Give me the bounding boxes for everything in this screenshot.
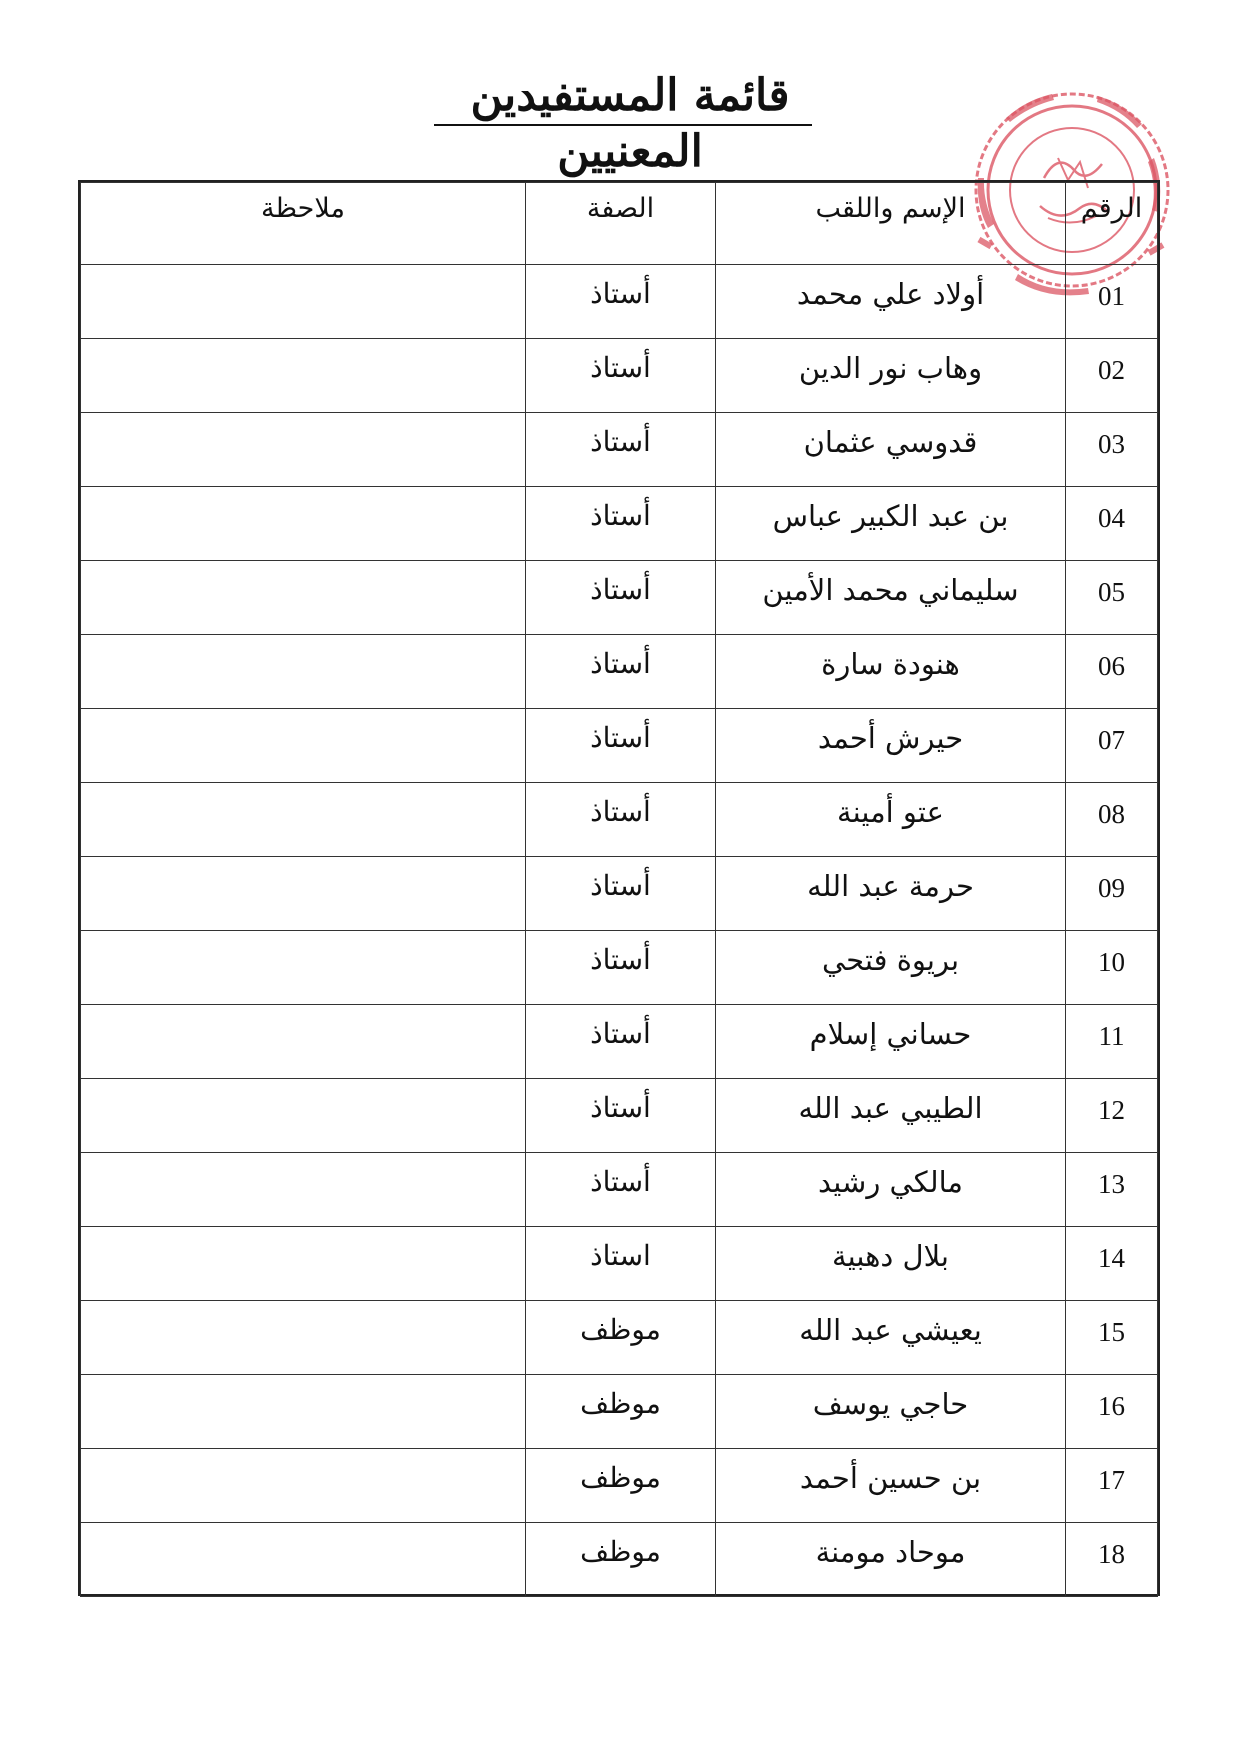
row-name: بلال دهبية	[716, 1227, 1066, 1301]
row-note	[81, 265, 526, 339]
table-row	[81, 1301, 1158, 1375]
row-note	[81, 1153, 526, 1227]
header-name: الإسم واللقب	[716, 183, 1066, 265]
row-note	[81, 561, 526, 635]
table-row	[81, 1227, 1158, 1301]
page-title: قائمة المستفيدين المعنيين	[470, 70, 790, 177]
row-note	[81, 931, 526, 1005]
row-number: 01	[1066, 265, 1158, 339]
row-number: 10	[1066, 931, 1158, 1005]
row-role: أستاذ	[526, 1079, 716, 1153]
table-row	[81, 783, 1158, 857]
table-row	[81, 931, 1158, 1005]
header-role: الصفة	[526, 183, 716, 265]
row-note	[81, 1005, 526, 1079]
row-name: هنودة سارة	[716, 635, 1066, 709]
row-role: موظف	[526, 1375, 716, 1449]
table-row	[81, 1449, 1158, 1523]
row-number: 07	[1066, 709, 1158, 783]
row-number: 17	[1066, 1449, 1158, 1523]
row-role: موظف	[526, 1449, 716, 1523]
row-role: أستاذ	[526, 265, 716, 339]
row-role: استاذ	[526, 1227, 716, 1301]
row-name: بن حسين أحمد	[716, 1449, 1066, 1523]
row-name: يعيشي عبد الله	[716, 1301, 1066, 1375]
row-note	[81, 709, 526, 783]
row-role: أستاذ	[526, 635, 716, 709]
row-note	[81, 1375, 526, 1449]
row-number: 14	[1066, 1227, 1158, 1301]
table-row	[81, 1005, 1158, 1079]
row-number: 15	[1066, 1301, 1158, 1375]
row-name: سليماني محمد الأمين	[716, 561, 1066, 635]
row-name: مالكي رشيد	[716, 1153, 1066, 1227]
row-role: أستاذ	[526, 931, 716, 1005]
row-note	[81, 1449, 526, 1523]
row-role: أستاذ	[526, 413, 716, 487]
table-row	[81, 709, 1158, 783]
row-name: الطيبي عبد الله	[716, 1079, 1066, 1153]
row-note	[81, 783, 526, 857]
row-number: 13	[1066, 1153, 1158, 1227]
row-note	[81, 857, 526, 931]
row-name: بريوة فتحي	[716, 931, 1066, 1005]
row-name: قدوسي عثمان	[716, 413, 1066, 487]
beneficiaries-table	[80, 182, 1158, 1597]
row-number: 04	[1066, 487, 1158, 561]
row-role: أستاذ	[526, 709, 716, 783]
row-role: أستاذ	[526, 783, 716, 857]
row-role: أستاذ	[526, 857, 716, 931]
row-name: حرمة عبد الله	[716, 857, 1066, 931]
beneficiaries-table-frame	[78, 180, 1160, 1596]
table-row	[81, 339, 1158, 413]
row-number: 06	[1066, 635, 1158, 709]
row-note	[81, 1301, 526, 1375]
row-number: 09	[1066, 857, 1158, 931]
row-note	[81, 487, 526, 561]
table-row	[81, 1153, 1158, 1227]
table-row	[81, 1523, 1158, 1597]
row-name: وهاب نور الدين	[716, 339, 1066, 413]
row-note	[81, 1079, 526, 1153]
table-row	[81, 1375, 1158, 1449]
row-number: 16	[1066, 1375, 1158, 1449]
row-role: أستاذ	[526, 339, 716, 413]
row-number: 18	[1066, 1523, 1158, 1597]
row-number: 05	[1066, 561, 1158, 635]
row-role: موظف	[526, 1523, 716, 1597]
table-row	[81, 265, 1158, 339]
row-number: 12	[1066, 1079, 1158, 1153]
row-number: 03	[1066, 413, 1158, 487]
row-name: حيرش أحمد	[716, 709, 1066, 783]
header-number: الرقم	[1066, 183, 1158, 265]
row-number: 11	[1066, 1005, 1158, 1079]
row-name: عتو أمينة	[716, 783, 1066, 857]
row-role: أستاذ	[526, 1005, 716, 1079]
row-role: أستاذ	[526, 561, 716, 635]
row-role: أستاذ	[526, 487, 716, 561]
table-header-row	[81, 183, 1158, 265]
table-row	[81, 561, 1158, 635]
row-name: حساني إسلام	[716, 1005, 1066, 1079]
row-number: 02	[1066, 339, 1158, 413]
row-name: حاجي يوسف	[716, 1375, 1066, 1449]
row-note	[81, 413, 526, 487]
header-note: ملاحظة	[81, 183, 526, 265]
table-row	[81, 857, 1158, 931]
row-note	[81, 635, 526, 709]
table-row	[81, 635, 1158, 709]
row-note	[81, 1523, 526, 1597]
table-row	[81, 1079, 1158, 1153]
row-note	[81, 1227, 526, 1301]
row-role: أستاذ	[526, 1153, 716, 1227]
row-name: موحاد مومنة	[716, 1523, 1066, 1597]
row-name: أولاد علي محمد	[716, 265, 1066, 339]
table-row	[81, 413, 1158, 487]
row-role: موظف	[526, 1301, 716, 1375]
row-number: 08	[1066, 783, 1158, 857]
row-note	[81, 339, 526, 413]
title-underline	[434, 124, 812, 126]
table-row	[81, 487, 1158, 561]
row-name: بن عبد الكبير عباس	[716, 487, 1066, 561]
